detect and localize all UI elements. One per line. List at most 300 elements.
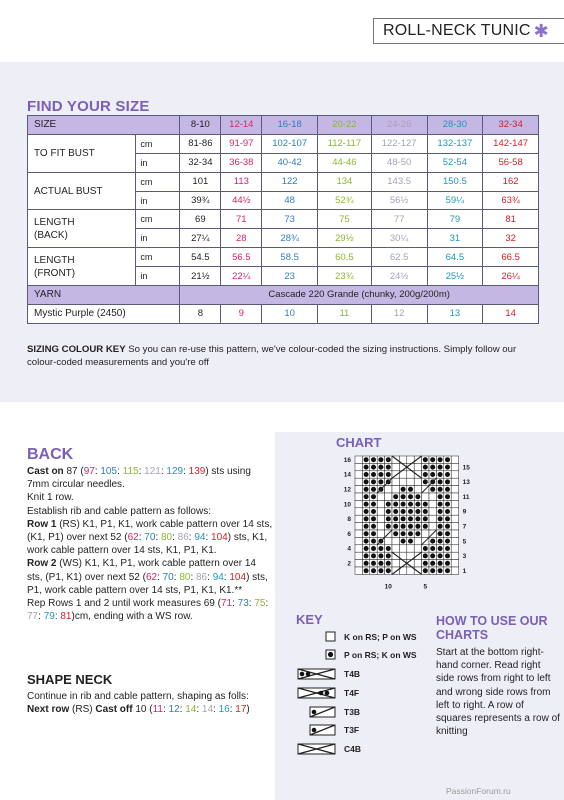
text-segment: : — [162, 704, 169, 716]
purl-dot — [371, 546, 376, 551]
chart-cell — [414, 560, 421, 567]
purl-dot — [371, 516, 376, 521]
value-cell: 44-46 — [318, 153, 372, 172]
text-segment: 70 — [162, 571, 174, 583]
purl-dot — [423, 465, 428, 470]
value-cell: 32-34 — [180, 153, 221, 172]
purl-dot — [438, 524, 443, 529]
purl-dot — [364, 539, 369, 544]
chart-cell — [451, 508, 458, 515]
chart-cell — [451, 471, 458, 478]
chart-cell — [355, 523, 362, 530]
text-segment: Row 1 — [27, 518, 57, 530]
unit-cell: cm — [136, 134, 180, 153]
purl-dot — [371, 487, 376, 492]
purl-dot — [386, 465, 391, 470]
purl-dot — [364, 516, 369, 521]
value-cell: 56½ — [371, 191, 427, 210]
chart-cell — [355, 515, 362, 522]
chart-row-label: 1 — [462, 567, 467, 575]
value-cell: 62.5 — [371, 248, 427, 267]
value-cell: 122-127 — [371, 134, 427, 153]
value-cell: 77 — [371, 210, 427, 229]
purl-dot — [445, 516, 450, 521]
chart-row-label: 10 — [343, 501, 351, 509]
purl-dot — [430, 472, 435, 477]
text-segment: : — [157, 571, 163, 583]
purl-dot — [386, 568, 391, 573]
chart-cell — [451, 545, 458, 552]
value-cell: 56.5 — [221, 248, 262, 267]
text-segment: 10 ( — [132, 704, 153, 716]
value-cell: 36-38 — [221, 153, 262, 172]
purl-dot — [378, 553, 383, 558]
chart-cell — [451, 523, 458, 530]
purl-dot — [371, 457, 376, 462]
purl-dot — [445, 487, 450, 492]
purl-dot — [445, 539, 450, 544]
chart-cell — [399, 545, 406, 552]
purl-dot — [430, 553, 435, 558]
purl-dot — [378, 568, 383, 573]
key-item — [296, 647, 417, 663]
cable-t3f-icon — [296, 724, 336, 736]
unit-cell: cm — [136, 210, 180, 229]
size-cell: 24-26 — [371, 116, 427, 135]
chart-cell — [414, 486, 421, 493]
value-cell: 79 — [427, 210, 483, 229]
chart-row-label: 14 — [343, 471, 351, 479]
text-segment: 62 — [145, 571, 158, 583]
value-cell: 162 — [483, 172, 539, 191]
value-cell: 59¼ — [427, 191, 483, 210]
text-segment: 16 — [218, 704, 230, 716]
yarn-row — [28, 286, 539, 305]
instruction-paragraph — [27, 518, 273, 558]
value-cell: 31 — [427, 229, 483, 248]
purl-dot — [393, 524, 398, 529]
chart-cell — [429, 523, 436, 530]
purl-dot — [371, 472, 376, 477]
chart-cell — [377, 523, 384, 530]
purl-dot — [371, 568, 376, 573]
sizing-key-label: SIZING COLOUR KEY — [27, 344, 126, 355]
sizing-colour-key — [27, 344, 537, 369]
value-cell: 102-107 — [262, 134, 318, 153]
chart-cell — [355, 493, 362, 500]
chart-cell — [385, 493, 392, 500]
purl-dot — [415, 509, 420, 514]
dot-square-icon — [296, 649, 336, 661]
measure-row — [28, 134, 539, 153]
value-cell: 81 — [483, 210, 539, 229]
purl-dot — [415, 524, 420, 529]
colour-quantity: 12 — [371, 304, 427, 323]
text-segment: 14 — [185, 704, 197, 716]
key-item — [296, 629, 417, 645]
text-segment: Cast on — [27, 466, 64, 477]
purl-dot — [386, 546, 391, 551]
purl-dot — [423, 553, 428, 558]
purl-dot — [371, 465, 376, 470]
chart-cell — [407, 478, 414, 485]
cable-t3b-icon — [296, 706, 336, 718]
purl-dot — [445, 479, 450, 484]
chart-cell — [451, 560, 458, 567]
purl-dot — [445, 509, 450, 514]
key-item-label: P on RS; K on WS — [344, 650, 417, 660]
purl-dot — [445, 553, 450, 558]
text-segment: Row 2 — [27, 558, 57, 570]
unit-cell: cm — [136, 248, 180, 267]
purl-dot — [364, 553, 369, 558]
purl-dot — [408, 531, 413, 536]
chart-cell — [429, 493, 436, 500]
purl-dot — [438, 539, 443, 544]
text-segment: : — [207, 571, 213, 583]
chart-cell — [414, 478, 421, 485]
chart-cell — [377, 508, 384, 515]
chart-cell — [355, 537, 362, 544]
purl-dot — [438, 465, 443, 470]
key-item — [296, 704, 360, 720]
chart-cell — [392, 560, 399, 567]
purl-dot — [386, 553, 391, 558]
purl-dot — [393, 494, 398, 499]
star-icon: ✱ — [533, 20, 549, 41]
value-cell: 23¾ — [318, 267, 372, 286]
purl-dot — [393, 531, 398, 536]
chart-cell — [392, 478, 399, 485]
purl-dot — [401, 539, 406, 544]
chart-cell — [377, 530, 384, 537]
purl-dot — [408, 494, 413, 499]
key-item-label: T3F — [344, 725, 360, 735]
purl-dot — [378, 465, 383, 470]
text-segment: : — [160, 466, 167, 477]
howto-title: HOW TO USE OUR CHARTS — [436, 614, 548, 642]
text-segment: : — [138, 532, 145, 544]
purl-dot — [445, 546, 450, 551]
size-cell: 12-14 — [221, 116, 262, 135]
purl-dot — [371, 502, 376, 507]
chart-cell — [451, 478, 458, 485]
colour-quantity: 8 — [180, 304, 221, 323]
purl-dot — [438, 502, 443, 507]
text-segment: : — [94, 466, 101, 477]
purl-dot — [401, 494, 406, 499]
purl-dot — [430, 457, 435, 462]
chart-column-label: 10 — [384, 583, 392, 591]
purl-dot — [378, 479, 383, 484]
text-segment: 81 — [60, 611, 72, 623]
chart-cell — [355, 463, 362, 470]
purl-dot — [445, 568, 450, 573]
value-cell: 48 — [262, 191, 318, 210]
purl-dot — [364, 502, 369, 507]
value-cell: 81-86 — [180, 134, 221, 153]
chart-cell — [355, 478, 362, 485]
text-segment: 70 — [144, 532, 156, 544]
text-segment: 14 — [201, 704, 214, 716]
yarn-value: Cascade 220 Grande (chunky, 200g/200m) — [180, 286, 539, 305]
chart-cell — [355, 456, 362, 463]
text-segment: 104 — [229, 571, 247, 583]
value-cell: 28¾ — [262, 229, 318, 248]
size-cell: 20-22 — [318, 116, 372, 135]
unit-cell: in — [136, 229, 180, 248]
measure-row — [28, 248, 539, 267]
key-item-label: T4F — [344, 688, 360, 698]
purl-dot — [423, 479, 428, 484]
value-cell: 48-50 — [371, 153, 427, 172]
chart-cell — [451, 493, 458, 500]
chart-row-label: 7 — [462, 523, 467, 531]
purl-dot — [364, 531, 369, 536]
purl-dot — [393, 502, 398, 507]
chart-row-label: 4 — [347, 545, 351, 553]
purl-dot — [445, 472, 450, 477]
text-segment: : — [190, 571, 196, 583]
text-segment: : — [155, 532, 161, 544]
text-segment: 115 — [122, 466, 139, 477]
text-segment: 11 — [152, 704, 163, 716]
purl-dot — [364, 524, 369, 529]
purl-dot — [438, 561, 443, 566]
chart-column-label: 5 — [423, 583, 428, 591]
purl-dot — [423, 546, 428, 551]
chart-cell — [451, 463, 458, 470]
chart-row-label: 16 — [343, 456, 351, 464]
purl-dot — [408, 502, 413, 507]
value-cell: 64.5 — [427, 248, 483, 267]
unit-cell: in — [136, 153, 180, 172]
chart-cell — [392, 463, 399, 470]
text-segment: )cm, ending with a WS row. — [71, 611, 193, 623]
purl-dot — [445, 465, 450, 470]
value-cell: 28 — [221, 229, 262, 248]
purl-dot — [438, 472, 443, 477]
purl-dot — [386, 516, 391, 521]
chart-cell — [355, 560, 362, 567]
text-segment: 104 — [211, 532, 228, 544]
text-segment: : — [38, 611, 44, 623]
text-segment: Cast off — [95, 704, 133, 716]
chart-cell — [355, 552, 362, 559]
purl-dot — [430, 546, 435, 551]
text-segment: : — [232, 598, 238, 610]
size-cell: 16-18 — [262, 116, 318, 135]
purl-dot — [438, 531, 443, 536]
purl-dot — [371, 494, 376, 499]
purl-dot — [371, 561, 376, 566]
shape-neck-instructions — [27, 690, 273, 716]
text-segment: ) — [246, 704, 250, 716]
colour-quantity: 9 — [221, 304, 262, 323]
purl-dot — [386, 509, 391, 514]
purl-dot — [423, 509, 428, 514]
text-segment: ) sts using 7mm circular needles. — [27, 466, 251, 491]
key-item-label: C4B — [344, 744, 362, 754]
text-segment: 73 — [237, 598, 249, 610]
value-cell: 39¾ — [180, 191, 221, 210]
purl-dot — [371, 553, 376, 558]
value-cell: 63¾ — [483, 191, 539, 210]
purl-dot — [445, 524, 450, 529]
purl-dot — [438, 546, 443, 551]
purl-dot — [364, 479, 369, 484]
chart-cell — [429, 515, 436, 522]
purl-dot — [430, 568, 435, 573]
chart-cell — [429, 508, 436, 515]
back-title: BACK — [27, 446, 74, 463]
chart-cell — [407, 545, 414, 552]
text-segment: ) sts, P1, work cable pattern over 14 sts, P1, K1, K1.** — [27, 571, 268, 596]
value-cell: 44½ — [221, 191, 262, 210]
chart-row-label: 11 — [462, 493, 470, 501]
purl-dot — [393, 509, 398, 514]
colour-label: Mystic Purple (2450) — [28, 304, 180, 323]
purl-dot — [423, 457, 428, 462]
text-segment: : — [188, 532, 195, 544]
empty-square-icon — [296, 631, 336, 643]
text-segment: 139 — [188, 466, 206, 477]
text-segment: 87 ( — [63, 466, 84, 477]
text-segment: Establish rib and cable pattern as follows: — [27, 505, 211, 517]
purl-dot — [408, 509, 413, 514]
purl-dot — [445, 561, 450, 566]
instruction-paragraph — [27, 465, 273, 491]
purl-dot — [415, 494, 420, 499]
chart-cell — [414, 463, 421, 470]
chart-cell — [355, 500, 362, 507]
text-segment: 129 — [166, 466, 184, 477]
text-segment: : — [223, 571, 230, 583]
shape-neck-title: SHAPE NECK — [27, 672, 113, 687]
chart-cell — [355, 471, 362, 478]
purl-dot — [438, 487, 443, 492]
chart-cell — [414, 537, 421, 544]
text-segment: : — [179, 704, 186, 716]
instruction-paragraph — [27, 690, 273, 703]
value-cell: 29½ — [318, 229, 372, 248]
text-segment: : — [213, 704, 219, 716]
chart-row-label: 12 — [343, 486, 351, 494]
chart-cell — [451, 486, 458, 493]
value-cell: 91-97 — [221, 134, 262, 153]
cable-chart — [325, 448, 495, 603]
text-segment: 97 — [83, 466, 95, 477]
text-segment: : — [229, 704, 236, 716]
size-cell: 8-10 — [180, 116, 221, 135]
chart-cell — [451, 537, 458, 544]
purl-dot — [401, 524, 406, 529]
purl-dot — [423, 472, 428, 477]
size-section-title: FIND YOUR SIZE — [27, 98, 150, 115]
purl-dot — [371, 539, 376, 544]
purl-dot — [438, 509, 443, 514]
value-cell: 26¼ — [483, 267, 539, 286]
cable-c4b-icon — [296, 743, 336, 755]
sizing-key-text: So you can re-use this pattern, we've colour-coded the sizing instructions. Simply follow our colour-coded measurements and you're off — [27, 344, 517, 368]
purl-dot — [423, 568, 428, 573]
text-segment: Knit 1 row. — [27, 492, 74, 504]
chart-cell — [385, 537, 392, 544]
key-item-label: K on RS; P on WS — [344, 632, 417, 642]
purl-dot — [445, 531, 450, 536]
purl-dot — [364, 546, 369, 551]
text-segment: 121 — [144, 466, 161, 477]
purl-dot — [408, 539, 413, 544]
chart-cell — [451, 552, 458, 559]
instruction-paragraph — [27, 703, 273, 716]
chart-cell — [451, 567, 458, 574]
measure-label: ACTUAL BUST — [28, 172, 136, 210]
purl-dot — [415, 502, 420, 507]
purl-dot — [378, 472, 383, 477]
watermark: PassionForum.ru — [446, 786, 511, 796]
chart-cell — [377, 515, 384, 522]
purl-dot — [415, 516, 420, 521]
purl-dot — [445, 494, 450, 499]
value-cell: 75 — [318, 210, 372, 229]
value-cell: 73 — [262, 210, 318, 229]
text-segment: 105 — [100, 466, 118, 477]
purl-dot — [430, 465, 435, 470]
value-cell: 134 — [318, 172, 372, 191]
purl-dot — [408, 487, 413, 492]
text-segment: 17 — [235, 704, 247, 716]
text-segment: 80 — [160, 532, 173, 544]
value-cell: 113 — [221, 172, 262, 191]
purl-dot — [371, 509, 376, 514]
chart-cell — [385, 486, 392, 493]
purl-dot — [438, 568, 443, 573]
measure-label: LENGTH (BACK) — [28, 210, 136, 248]
chart-cell — [377, 493, 384, 500]
size-label: SIZE — [28, 116, 180, 135]
chart-row-label: 6 — [347, 530, 351, 538]
text-segment: 94 — [212, 571, 224, 583]
chart-cell — [451, 515, 458, 522]
chart-cell — [429, 500, 436, 507]
size-table — [27, 115, 539, 324]
value-cell: 58.5 — [262, 248, 318, 267]
chart-cell — [451, 530, 458, 537]
key-item — [296, 722, 359, 738]
measure-label: LENGTH (FRONT) — [28, 248, 136, 286]
chart-title: CHART — [336, 435, 382, 450]
chart-cell — [422, 493, 429, 500]
purl-dot — [378, 546, 383, 551]
value-cell: 69 — [180, 210, 221, 229]
purl-dot — [386, 502, 391, 507]
text-segment: (RS) K1, P1, K1, work cable pattern over 14 sts, (K1, P1) over next 52 ( — [27, 518, 273, 544]
purl-dot — [423, 524, 428, 529]
chart-row-label: 15 — [462, 464, 470, 472]
text-segment: : — [205, 532, 212, 544]
text-segment: 79 — [43, 611, 55, 623]
purl-dot — [438, 479, 443, 484]
text-segment: : — [117, 466, 123, 477]
value-cell: 22¼ — [221, 267, 262, 286]
value-cell: 40-42 — [262, 153, 318, 172]
value-cell: 23 — [262, 267, 318, 286]
purl-dot — [445, 502, 450, 507]
howto-text: Start at the bottom right-hand corner. Read right side rows from right to left and wrong side rows from left to right. A row of squares represents a row of knitting — [436, 647, 560, 738]
purl-dot — [401, 531, 406, 536]
key-title: KEY — [296, 612, 323, 627]
